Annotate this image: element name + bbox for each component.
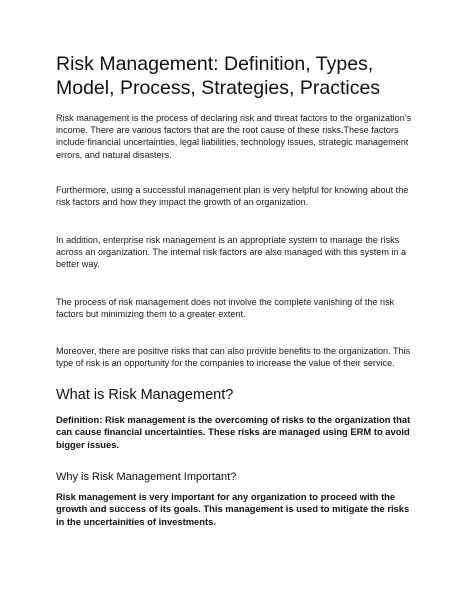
importance-paragraph: Risk management is very important for any organization to proceed with the growth and success of its goals. This management is used to mitigate the risks in the uncertainities of investments.	[56, 491, 410, 527]
document-title: Risk Management: Definition, Types, Model, Process, Strategies, Practices	[56, 53, 381, 99]
subheading-why-important: Why is Risk Management Important?	[56, 471, 237, 483]
paragraph-process: The process of risk management does not involve the complete vanishing of the risk factors but minimizing them to a greater extent.	[56, 297, 395, 320]
definition-paragraph: Definition: Risk management is the overcoming of risks to the organization that can cause financial uncertainties. These risks are managed using ERM to avoid bigger issues.	[56, 414, 411, 450]
section-heading-what-is: What is Risk Management?	[56, 387, 234, 403]
paragraph-intro: Risk management is the process of declaring risk and threat factors to the organization’s income. There are various factors that are the root cause of these risks.These factors include financial uncertainties, legal liabilities, technology issues, strategic management errors, and natural disasters.	[56, 113, 412, 160]
paragraph-enterprise-risk: In addition, enterprise risk management is an appropriate system to manage the risks across an organization. The internal risk factors are also managed with this system in a better way.	[56, 235, 407, 270]
paragraph-management-plan: Furthermore, using a successful management plan is very helpful for knowing about the risk factors and how they impact the growth of an organization.	[56, 185, 409, 208]
paragraph-positive-risks: Moreover, there are positive risks that can also provide benefits to the organization. This type of risk is an opportunity for the companies to increase the value of their service.	[56, 346, 411, 369]
